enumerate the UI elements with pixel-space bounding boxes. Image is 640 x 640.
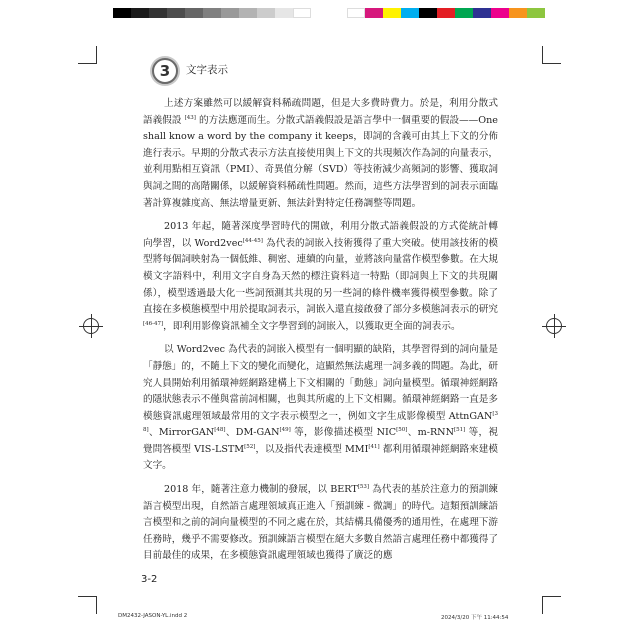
color-swatch xyxy=(293,8,311,18)
paragraph-text: 、MirrorGAN xyxy=(148,427,215,439)
crop-mark xyxy=(78,63,96,64)
color-swatch xyxy=(491,8,509,18)
citation: [46-47] xyxy=(143,320,164,327)
crop-mark xyxy=(96,46,97,64)
citation: [49] xyxy=(279,427,291,434)
citation: [41] xyxy=(368,443,380,450)
color-swatch xyxy=(221,8,239,18)
color-swatch xyxy=(401,8,419,18)
color-swatch xyxy=(365,8,383,18)
paragraph-text: ，以及指代表達模型 MMI xyxy=(255,443,369,455)
crop-mark xyxy=(543,596,561,597)
paragraph-text: 等，影像描述模型 NIC xyxy=(290,427,397,439)
chapter-number: 3 xyxy=(159,62,171,80)
citation: [53] xyxy=(357,483,370,490)
paragraph-text: 的方法應運而生。分散式語義假設是語言學中一個重要的假設——One shall know a word by the company it keeps，即詞的含義可由其上下文的分佈進行表示。早期的分散式表示方法直接使用與上下文的共現頻次作為詞的向量表示，並利用點相互資訊（PMI）、奇異值分解（SVD）等技術減少高頻詞的影響、獲取詞與詞之間的高階關係，以緩解資料稀疏性問題。然而，這些方法學習到的詞表示面臨著計算複雜度高、無法增量更新、無法針對特定任務調整等問題。 xyxy=(143,114,498,209)
citation: [51] xyxy=(453,427,466,434)
citation: [52] xyxy=(244,443,256,450)
paragraph xyxy=(143,96,498,212)
citation: [48] xyxy=(214,427,226,434)
crop-mark xyxy=(78,596,96,597)
paragraph-text: ，即利用影像資訊補全文字學習到的詞嵌入，以獲取更全面的詞表示。 xyxy=(163,320,461,332)
color-swatch xyxy=(383,8,401,18)
paragraph-text: 、m-RNN xyxy=(407,427,454,439)
paragraph-text: 等，視覺問答模型 VIS-LSTM xyxy=(143,427,499,455)
citation: [38] xyxy=(143,410,498,434)
registration-mark-icon xyxy=(83,318,99,334)
paragraph-text: 為代表的基於注意力的預訓練語言模型出現，自然語言處理領域真正進入「預訓練 - 微調」的時代。這類預訓練語言模型和之前的詞向量模型的不同之處在於，其結構具備優秀的通用性，在處理下游任務時，幾乎不需要修改。預訓練語言模型在絕大多數自然語言處理任務中都獲得了目前最佳的成果，在多模態資訊處理領域也獲得了廣泛的應 xyxy=(143,484,498,562)
citation: [43] xyxy=(184,114,196,121)
color-swatch xyxy=(419,8,437,18)
color-swatch xyxy=(257,8,275,18)
color-swatch xyxy=(149,8,167,18)
registration-mark-icon xyxy=(546,318,562,334)
paragraph xyxy=(143,219,498,335)
color-swatch xyxy=(455,8,473,18)
citation: [50] xyxy=(396,427,408,434)
color-swatch xyxy=(509,8,527,18)
paragraph-text: 2018 年，隨著注意力機制的發展，以 BERT xyxy=(164,484,358,496)
color-swatch xyxy=(347,8,365,18)
paragraph-text: 為代表的詞嵌入技術獲得了重大突破。使用該技術的模型將每個詞映射為一個低維、稠密、連續的向量，並將該向量當作模型參數。在大規模文字語料中，利用文字自身為天然的標注資料這一特點（即詞與上下文的共現關係），模型透過最大化一些詞預測其共現的另一些詞的條件機率獲得模型參數。除了直接在多模態模型中用於提取詞表示，詞嵌入還直接啟發了部分多模態詞表示的研究 xyxy=(143,237,498,316)
color-swatch xyxy=(185,8,203,18)
crop-mark xyxy=(542,46,543,64)
crop-mark xyxy=(542,596,543,614)
color-swatch xyxy=(131,8,149,18)
footer-file-slug: DM2432-JASON-YL.indd 2 xyxy=(118,613,188,619)
color-swatch xyxy=(203,8,221,18)
paragraph xyxy=(143,482,498,565)
color-swatch xyxy=(275,8,293,18)
paragraph-text: 都利用循環神經網路來建模文字。 xyxy=(143,443,498,472)
crop-mark xyxy=(96,596,97,614)
print-color-bar xyxy=(0,8,640,18)
paragraph xyxy=(143,342,498,475)
chapter-number-badge xyxy=(152,58,178,84)
page-number: 3-2 xyxy=(141,574,158,585)
color-swatch xyxy=(113,8,131,18)
color-swatch xyxy=(527,8,545,18)
crop-mark xyxy=(543,63,561,64)
chapter-title: 文字表示 xyxy=(186,64,228,76)
footer-timestamp: 2024/3/20 下午 11:44:54 xyxy=(441,615,509,621)
color-swatch xyxy=(473,8,491,18)
paragraph-text: 上述方案雖然可以緩解資料稀疏問題，但是大多費時費力。於是，利用分散式語義假設 xyxy=(143,98,498,126)
citation: [44-45] xyxy=(242,237,263,244)
body-text xyxy=(143,96,498,572)
paragraph-text: 以 Word2vec 為代表的詞嵌入模型有一個明顯的缺陷，其學習得到的詞向量是「靜態」的，不隨上下文的變化而變化，這顯然無法處理一詞多義的問題。為此，研究人員開始利用循環神經網路建構上下文相關的「動態」詞向量模型。循環神經網路的隱狀態表示不僅與當前詞相關，也與其所處的上下文相關。循環神經網路一直是多模態資訊處理領域最常用的文字表示模型之一，例如文字生成影像模型 AttnGAN xyxy=(143,344,498,422)
paragraph-text: 2013 年起，隨著深度學習時代的開啟，利用分散式語義假設的方式從統計轉向學習，以 Word2vec xyxy=(143,221,498,249)
paragraph-text: 、DM-GAN xyxy=(225,427,280,439)
color-swatch xyxy=(239,8,257,18)
color-swatch xyxy=(167,8,185,18)
color-swatch xyxy=(437,8,455,18)
